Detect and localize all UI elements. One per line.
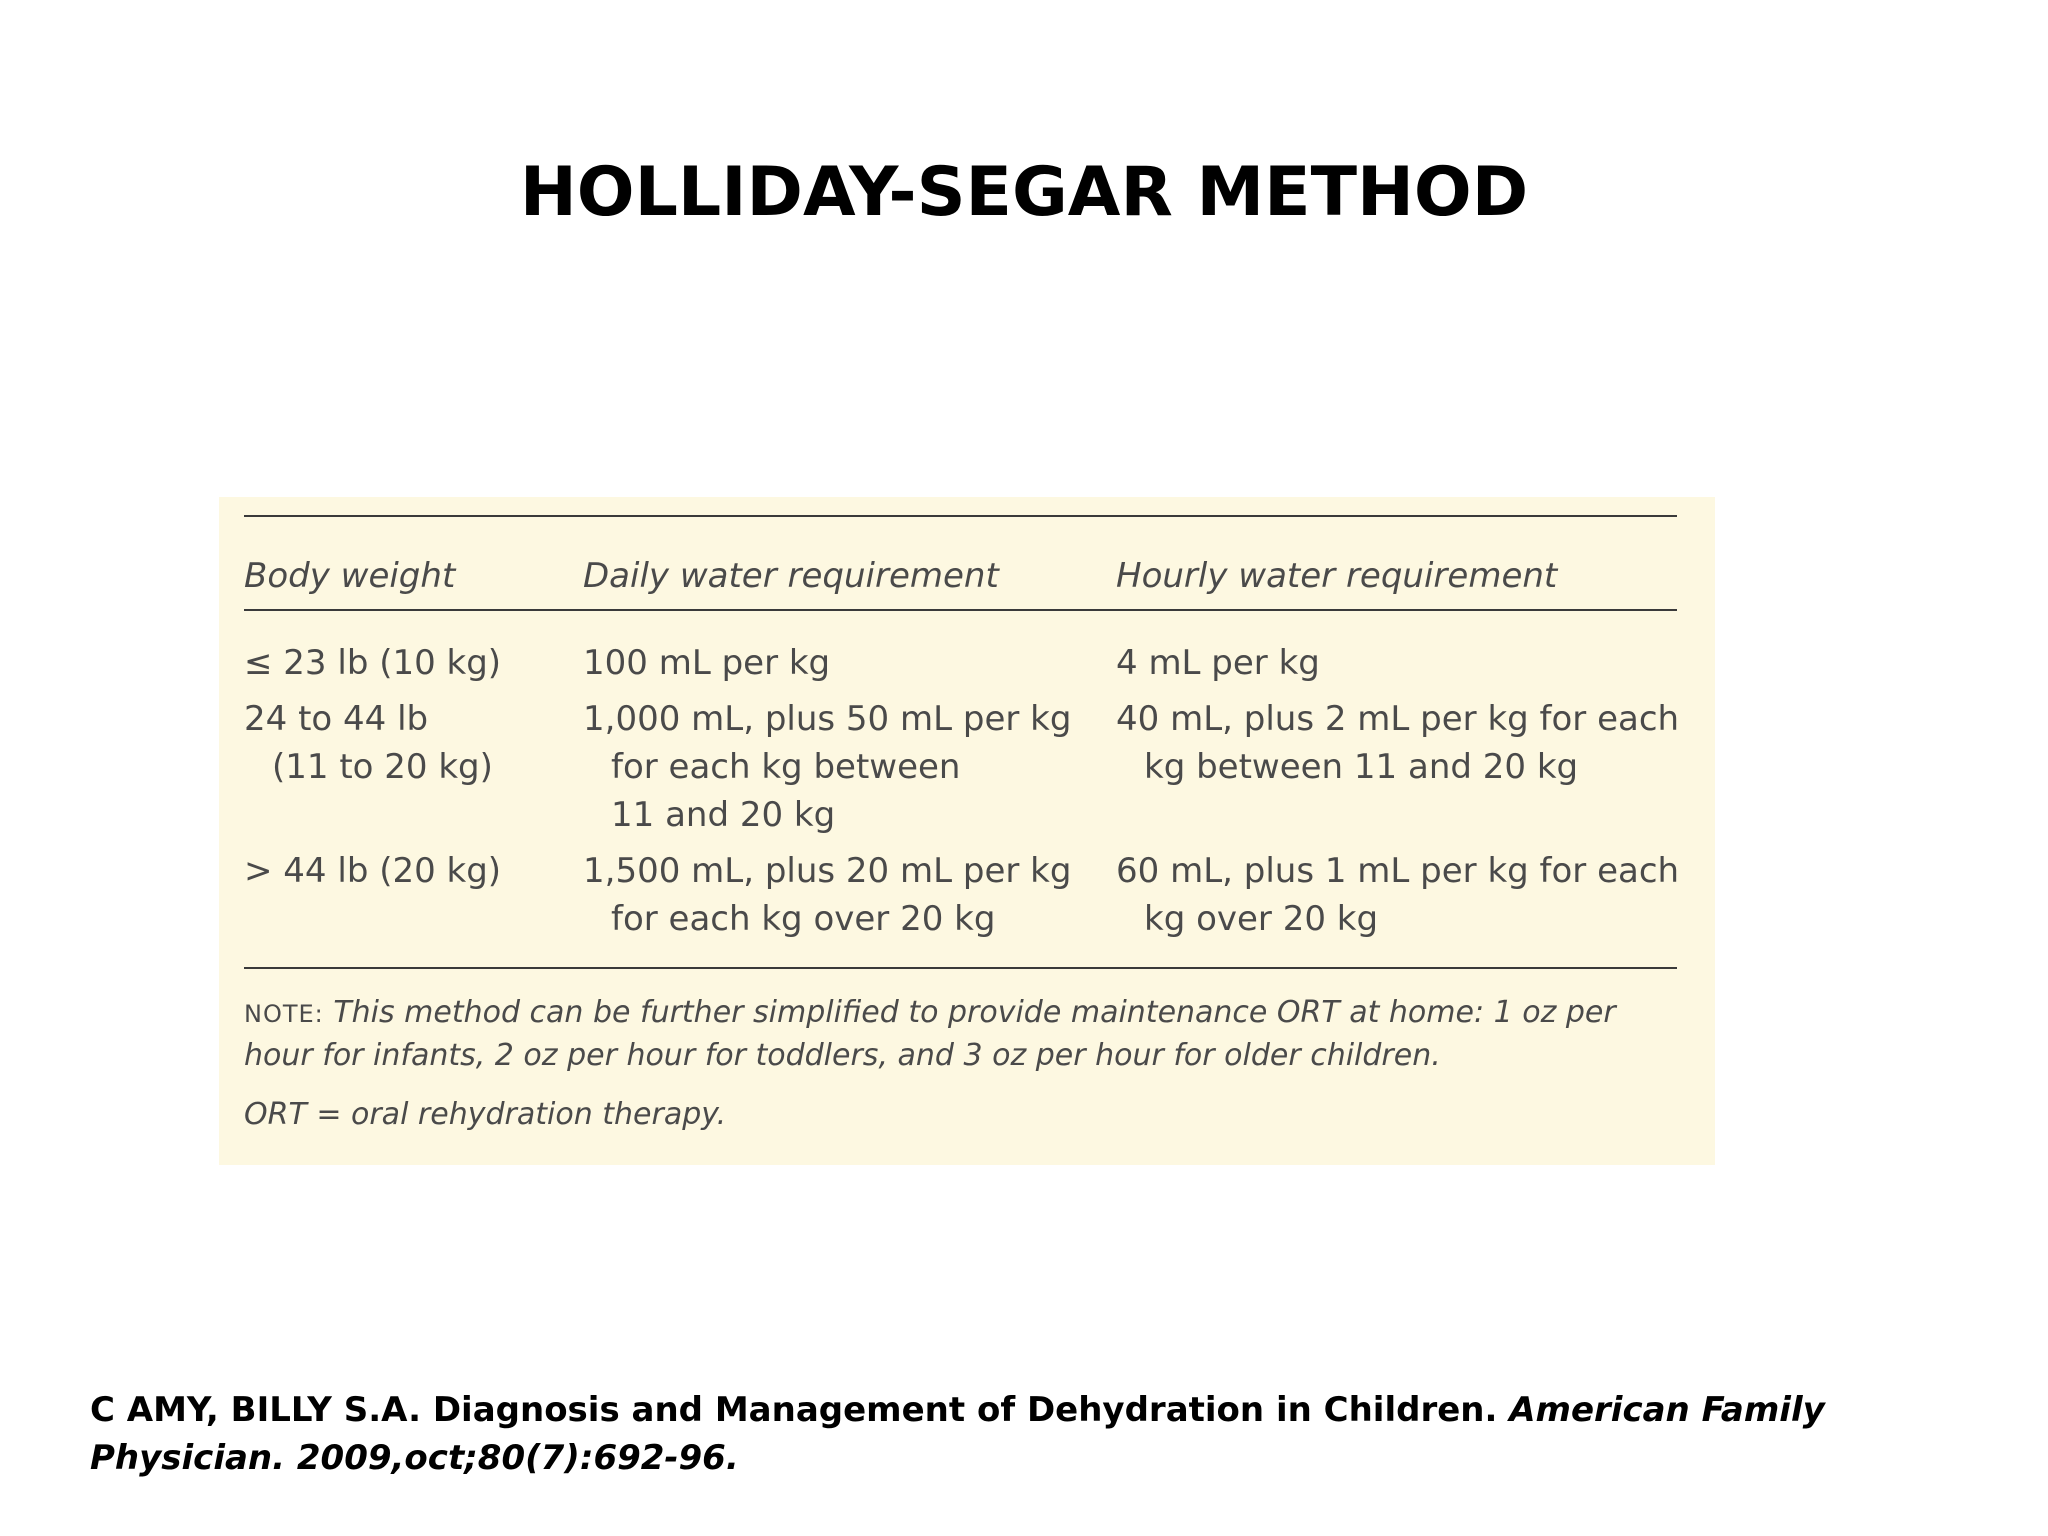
cell-line: (11 to 20 kg) — [272, 747, 493, 787]
table-bottom-rule — [244, 967, 1677, 969]
cell-line: ≤ 23 lb (10 kg) — [244, 643, 502, 683]
table-row-1-daily — [583, 639, 830, 687]
table-top-rule — [244, 515, 1677, 517]
cell-line: 24 to 44 lb — [244, 699, 429, 739]
cell-line: > 44 lb (20 kg) — [244, 851, 502, 891]
table-row-3-body-weight — [244, 847, 501, 895]
cell-line: 1,000 mL, plus 50 mL per kg — [583, 699, 1072, 739]
cell-line: 11 and 20 kg — [611, 795, 836, 835]
cell-line: 40 mL, plus 2 mL per kg for each — [1116, 699, 1680, 739]
table-abbreviation: ORT = oral rehydration therapy. — [244, 1097, 727, 1132]
header-hourly-water: Hourly water requirement — [1116, 556, 1558, 596]
cell-line: for each kg over 20 kg — [611, 899, 996, 939]
table-row-2-hourly — [1116, 695, 1679, 791]
cell-line: 4 mL per kg — [1116, 643, 1320, 683]
citation-journal: American Family Physician. 2009,oct;80(7):692-96. — [90, 1390, 1825, 1478]
cell-line: 60 mL, plus 1 mL per kg for each — [1116, 851, 1680, 891]
table-row-3-hourly — [1116, 847, 1679, 943]
cell-line: 1,500 mL, plus 20 mL per kg — [583, 851, 1072, 891]
cell-line: 100 mL per kg — [583, 643, 831, 683]
water-requirement-table — [219, 497, 1715, 1165]
note-label: NOTE: — [244, 1000, 324, 1028]
citation — [90, 1386, 1990, 1482]
table-row-1-hourly — [1116, 639, 1320, 687]
note-text: This method can be further simplified to provide maintenance ORT at home: 1 oz per hour for infants, 2 oz per hour for toddlers, and 3 oz per hour for older children. — [244, 995, 1616, 1073]
cell-line: kg between 11 and 20 kg — [1144, 747, 1579, 787]
table-row-2-body-weight — [244, 695, 493, 791]
slide-title: HOLLIDAY-SEGAR METHOD — [519, 153, 1529, 232]
table-row-2-daily — [583, 695, 1071, 839]
header-body-weight: Body weight — [244, 556, 456, 596]
cell-line: for each kg between — [611, 747, 961, 787]
table-header-rule — [244, 609, 1677, 611]
table-row-1-body-weight — [244, 639, 501, 687]
citation-authors-title: C AMY, BILLY S.A. Diagnosis and Management of Dehydration in Children. — [90, 1390, 1510, 1430]
table-note — [244, 992, 1684, 1077]
header-daily-water: Daily water requirement — [583, 556, 999, 596]
cell-line: kg over 20 kg — [1144, 899, 1379, 939]
table-row-3-daily — [583, 847, 1071, 943]
